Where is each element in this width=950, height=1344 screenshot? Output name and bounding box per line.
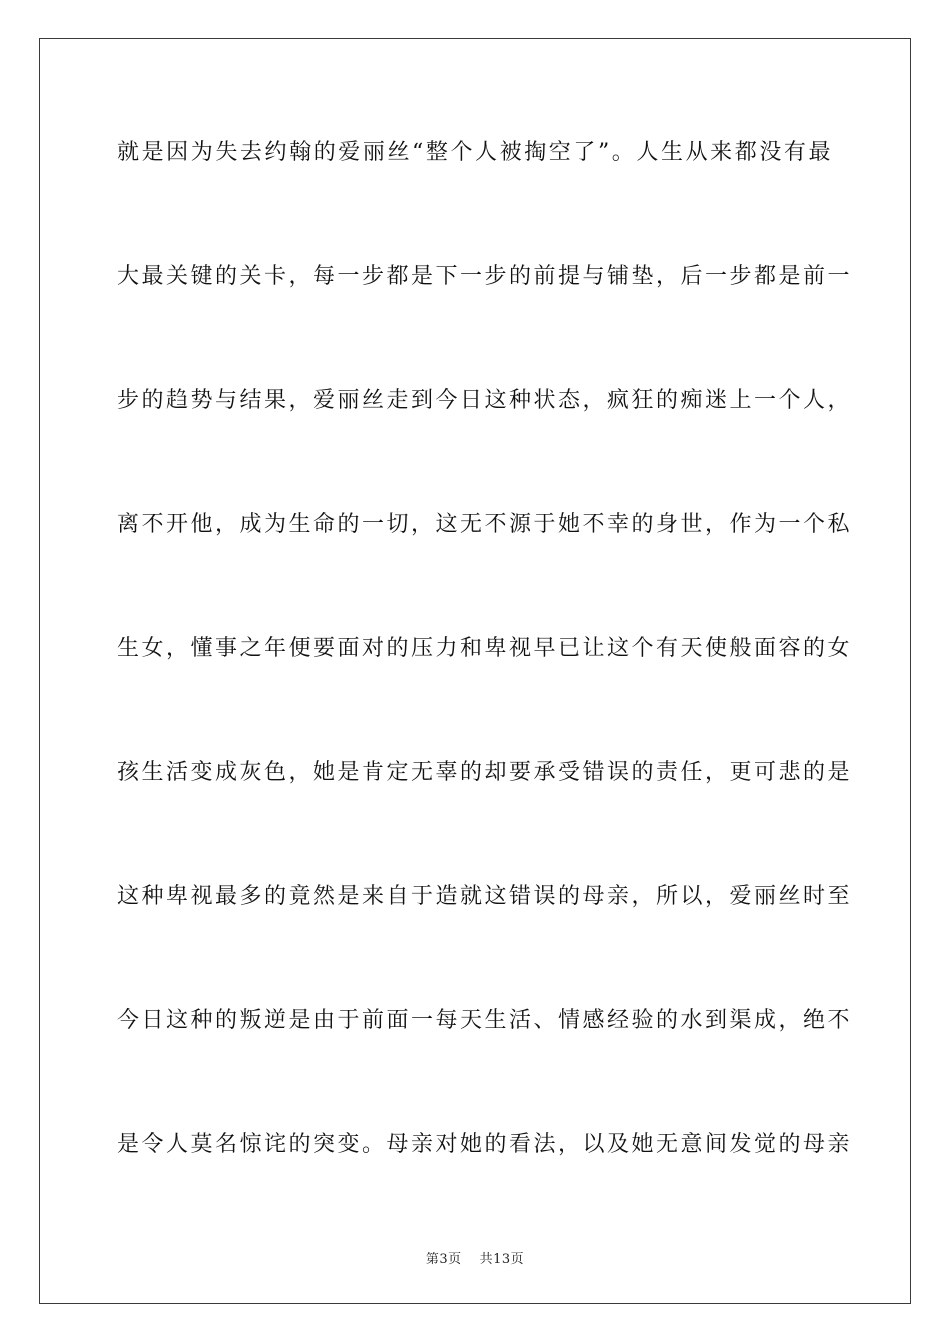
text-line: 今日这种的叛逆是由于前面一每天生活、情感经验的水到渠成，绝不 [117,1008,853,1033]
page-footer [0,1248,950,1267]
text-line: 步的趋势与结果，爱丽丝走到今日这种状态，疯狂的痴迷上一个人， [117,388,853,413]
text-line: 离不开他，成为生命的一切，这无不源于她不幸的身世，作为一个私 [117,512,853,537]
text-line: 是令人莫名惊诧的突变。母亲对她的看法，以及她无意间发觉的母亲 [117,1132,853,1157]
text-line: 生女，懂事之年便要面对的压力和卑视早已让这个有天使般面容的女 [117,636,853,661]
page-total: 共13页 [479,1252,525,1267]
text-line: 就是因为失去约翰的爱丽丝“整个人被掏空了”。人生从来都没有最 [117,140,833,165]
document-body [117,133,853,1249]
page-number: 第3页 [425,1252,462,1267]
text-line: 这种卑视最多的竟然是来自于造就这错误的母亲，所以，爱丽丝时至 [117,884,853,909]
text-line: 孩生活变成灰色，她是肯定无辜的却要承受错误的责任，更可悲的是 [117,760,853,785]
text-line: 大最关键的关卡，每一步都是下一步的前提与铺垫，后一步都是前一 [117,264,853,289]
